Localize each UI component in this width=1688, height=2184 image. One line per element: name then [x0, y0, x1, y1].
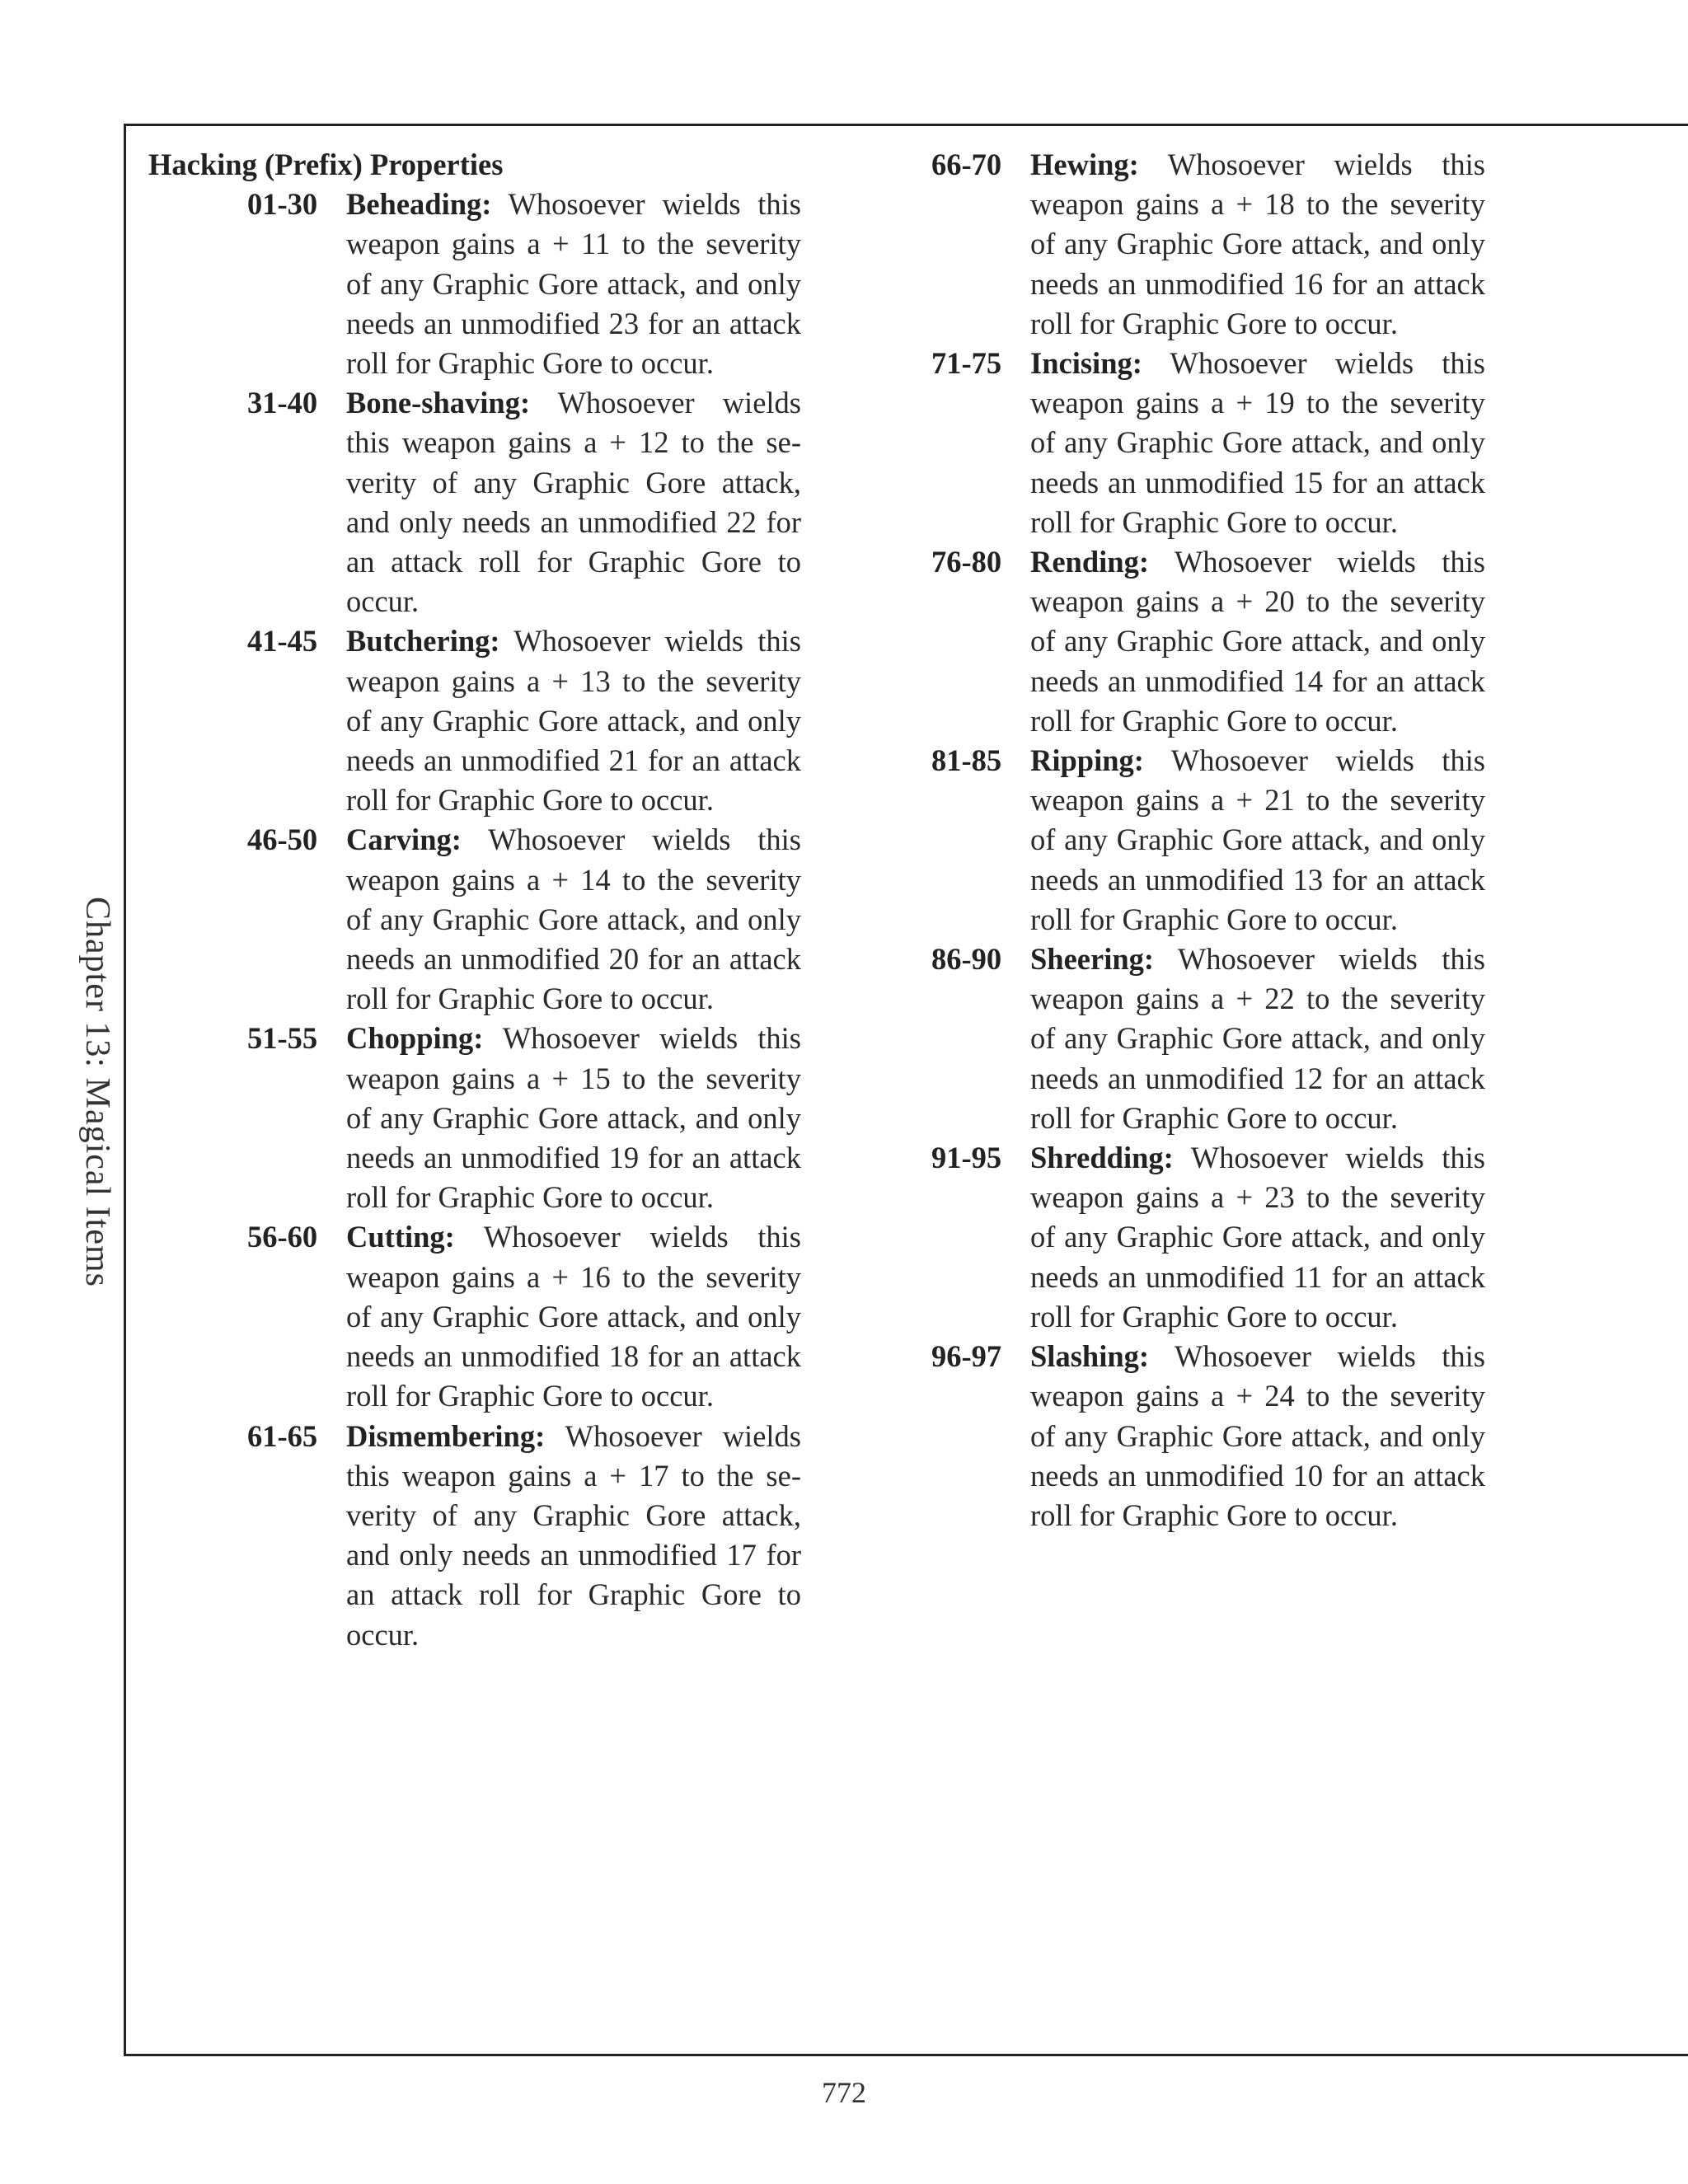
property-name: Dismembering:	[346, 1418, 546, 1453]
entry-body	[1030, 741, 1485, 940]
list-item	[148, 1019, 808, 1217]
property-description: Whosoever wields this weapon gains a + 20 to the severity of any Graphic Gore attack, and only needs an unmodified 14 for an attack roll for Graphic Gore to occur.	[1030, 545, 1485, 738]
property-name: Beheading:	[346, 187, 492, 222]
list-item	[931, 940, 1508, 1138]
property-name: Chopping:	[346, 1021, 484, 1056]
entry-body	[1030, 344, 1485, 542]
property-description: Whosoever wields this weapon gains a + 15 to the severity of any Graphic Gore attack, and only needs an unmodified 19 for an attack roll for Graphic Gore to occur.	[346, 1021, 801, 1215]
property-description: Whosoever wields this weapon gains a + 12 to the severity of any Graphic Gore attack, and only needs an unmodified 22 for an attack roll for Graphic Gore to occur.	[346, 386, 801, 619]
entry-body	[1030, 542, 1485, 741]
roll-range: 71-75	[931, 346, 1002, 381]
right-column	[931, 145, 1508, 1535]
roll-range: 01-30	[247, 187, 318, 222]
property-description: Whosoever wields this weapon gains a + 14 to the severity of any Graphic Gore attack, and only needs an unmodified 20 for an attack roll for Graphic Gore to occur.	[346, 823, 802, 1016]
entry-body	[346, 1019, 801, 1217]
roll-range: 91-95	[931, 1141, 1002, 1175]
roll-range: 31-40	[247, 386, 318, 420]
entry-body	[1030, 1138, 1485, 1337]
property-description: Whosoever wields this weapon gains a + 24 to the severity of any Graphic Gore attack, and only needs an unmodified 10 for an attack roll for Graphic Gore to occur.	[1030, 1339, 1485, 1532]
property-name: Incising:	[1030, 346, 1142, 381]
list-item	[931, 1138, 1508, 1337]
entry-body	[346, 185, 801, 383]
property-name: Slashing:	[1030, 1339, 1150, 1374]
roll-range: 96-97	[931, 1339, 1002, 1374]
roll-range: 56-60	[247, 1220, 318, 1254]
list-item	[148, 185, 808, 383]
list-item	[148, 1417, 808, 1655]
property-name: Bone-shaving:	[346, 386, 531, 420]
section-title: Hacking (Prefix) Properties	[148, 148, 504, 181]
list-item	[148, 820, 808, 1019]
property-description: Whosoever wields this weapon gains a + 19 to the severity of any Graphic Gore attack, and only needs an unmodified 15 for an attack roll for Graphic Gore to occur.	[1030, 346, 1485, 539]
property-name: Butchering:	[346, 624, 500, 658]
list-item	[931, 741, 1508, 940]
entry-body	[346, 1217, 801, 1416]
property-description: Whosoever wields this weapon gains a + 13 to the severity of any Graphic Gore attack, and only needs an unmodified 21 for an attack roll for Graphic Gore to occur.	[346, 624, 802, 818]
roll-range: 46-50	[247, 823, 318, 857]
roll-range: 51-55	[247, 1021, 318, 1056]
property-description: Whosoever wields this weapon gains a + 23 to the severity of any Graphic Gore attack, and only needs an unmodified 11 for an attack roll for Graphic Gore to occur.	[1030, 1141, 1486, 1333]
property-name: Sheering:	[1030, 942, 1155, 977]
entry-body	[346, 820, 801, 1019]
list-item	[931, 542, 1508, 741]
roll-range: 66-70	[931, 148, 1002, 181]
entry-body	[1030, 1337, 1485, 1535]
entry-body	[346, 621, 801, 820]
property-description: Whosoever wields this weapon gains a + 16 to the severity of any Graphic Gore attack, and only needs an unmodified 18 for an attack roll for Graphic Gore to occur.	[346, 1220, 801, 1413]
property-name: Carving:	[346, 823, 462, 857]
property-name: Shredding:	[1030, 1141, 1174, 1175]
property-name: Ripping:	[1030, 743, 1144, 778]
list-item	[148, 1217, 808, 1416]
roll-range: 41-45	[247, 624, 318, 658]
list-item	[148, 621, 808, 820]
page-number: 772	[822, 2076, 866, 2109]
property-description: Whosoever wields this weapon gains a + 11 to the severity of any Graphic Gore attack, and only needs an unmodified 23 for an attack roll for Graphic Gore to occur.	[346, 187, 801, 381]
entry-body	[346, 383, 801, 621]
property-description: Whosoever wields this weapon gains a + 22 to the severity of any Graphic Gore attack, and only needs an unmodified 12 for an attack roll for Graphic Gore to occur.	[1030, 942, 1485, 1135]
property-description: Whosoever wields this weapon gains a + 17 to the severity of any Graphic Gore attack, and only needs an unmodified 17 for an attack roll for Graphic Gore to occur.	[346, 1418, 801, 1652]
roll-range: 86-90	[931, 942, 1002, 977]
left-column	[148, 145, 808, 1655]
roll-range: 76-80	[931, 545, 1002, 579]
list-item	[148, 383, 808, 621]
list-item	[931, 344, 1508, 542]
entry-body	[346, 1417, 801, 1655]
property-description: Whosoever wields this weapon gains a + 18 to the severity of any Graphic Gore attack, and only needs an unmodified 16 for an attack roll for Graphic Gore to occur.	[1030, 148, 1486, 340]
property-description: Whosoever wields this weapon gains a + 21 to the severity of any Graphic Gore attack, and only needs an unmodified 13 for an attack roll for Graphic Gore to occur.	[1030, 743, 1485, 936]
property-name: Cutting:	[346, 1220, 455, 1254]
property-name: Rending:	[1030, 545, 1150, 579]
entry-body	[1030, 940, 1485, 1138]
chapter-sidebar-label: Chapter 13: Magical Items	[78, 896, 116, 1288]
list-item	[931, 1337, 1508, 1535]
property-name: Hewing:	[1030, 148, 1139, 181]
roll-range: 81-85	[931, 743, 1002, 778]
roll-range: 61-65	[247, 1418, 318, 1453]
entry-body	[1030, 145, 1485, 344]
list-item	[931, 145, 1508, 344]
